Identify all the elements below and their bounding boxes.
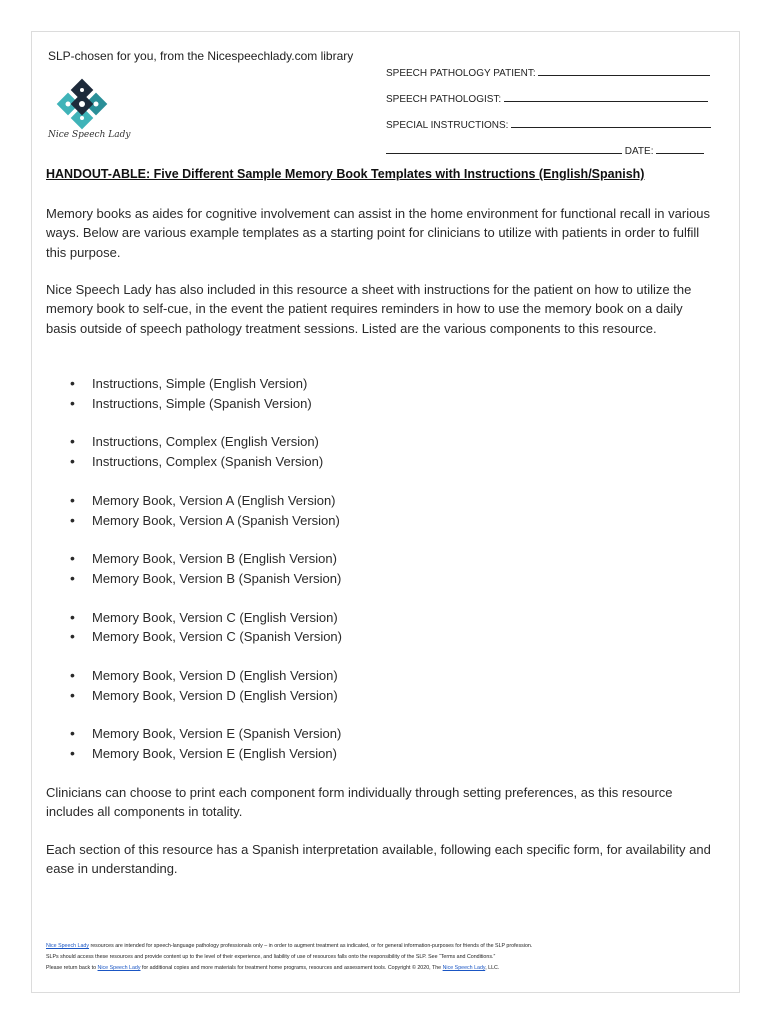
logo-text: Nice Speech Lady xyxy=(48,130,131,140)
date-field xyxy=(386,144,704,157)
footer-text: for additional copies and more materials for treatment home programs, resources and assessment tools. Copyright © 2020, The xyxy=(140,965,443,971)
components-paragraph: Nice Speech Lady has also included in this resource a sheet with instructions for the patient on how to utilize the memory book to self-cue, in the event the patient requires reminders in how to use the memory book on a daily basis outside of speech pathology treatment sessions. Listed are the various components to this resource. xyxy=(46,282,692,336)
footer-line-3 xyxy=(46,963,736,974)
list-item: • Memory Book, Version B (Spanish Version) xyxy=(70,569,342,589)
pathologist-field xyxy=(386,92,708,105)
handout-title: HANDOUT-ABLE: Five Different Sample Memory Book Templates with Instructions (English/Spanish) xyxy=(46,167,645,181)
list-item: • Memory Book, Version C (English Version) xyxy=(70,608,342,628)
list-item: • Memory Book, Version D (English Version) xyxy=(70,666,342,686)
pathologist-label: SPEECH PATHOLOGIST: xyxy=(386,94,502,105)
footer-link[interactable]: Nice Speech Lady xyxy=(97,965,141,971)
list-item: • Instructions, Complex (English Version) xyxy=(70,432,342,452)
footer-text: resources are intended for speech-language pathology professionals only – in order to augment treatment as indicated, or for general information-purposes for friends of the SLP profession. xyxy=(89,943,533,949)
document-page xyxy=(31,31,740,993)
footer-link[interactable]: Nice Speech Lady xyxy=(442,965,486,971)
list-item: • Instructions, Simple (English Version) xyxy=(70,374,342,394)
list-item: • Memory Book, Version B (English Version) xyxy=(70,549,342,569)
print-paragraph: Clinicians can choose to print each component form individually through setting preferences, as this resource includes all components in totality. xyxy=(46,785,673,820)
instructions-line[interactable] xyxy=(511,118,711,128)
list-item: • Memory Book, Version E (English Version) xyxy=(70,744,342,764)
footer-line-1 xyxy=(46,941,736,952)
list-item: • Memory Book, Version D (English Version) xyxy=(70,686,342,706)
patient-line[interactable] xyxy=(538,66,710,76)
list-item: • Memory Book, Version A (English Version) xyxy=(70,491,342,511)
instructions-label: SPECIAL INSTRUCTIONS: xyxy=(386,120,509,131)
list-item: • Memory Book, Version E (Spanish Version) xyxy=(70,724,342,744)
list-item: • Memory Book, Version A (Spanish Version) xyxy=(70,511,342,531)
footer-text: , LLC. xyxy=(485,965,500,971)
date-line[interactable] xyxy=(656,144,704,154)
pathologist-line[interactable] xyxy=(504,92,708,102)
footer-disclaimer xyxy=(46,941,736,974)
patient-field xyxy=(386,66,710,79)
spanish-paragraph: Each section of this resource has a Spanish interpretation available, following each specific form, for availability and ease in understanding. xyxy=(46,842,711,877)
footer-line-2: SLPs should access these resources and provide content up to the level of their experience, and liability of use of resources falls onto the responsibility of the SLP. See “Terms and Conditions.” xyxy=(46,954,496,960)
library-note: SLP-chosen for you, from the Nicespeechlady.com library xyxy=(48,49,354,63)
list-item: • Instructions, Complex (Spanish Version) xyxy=(70,452,342,472)
components-list xyxy=(70,374,342,764)
date-label: DATE: xyxy=(624,146,654,157)
footer-link[interactable]: Nice Speech Lady xyxy=(46,943,89,949)
list-item: • Memory Book, Version C (Spanish Version) xyxy=(70,627,342,647)
footer-text: Please return back to xyxy=(46,965,98,971)
signature-line[interactable] xyxy=(386,144,622,154)
intro-paragraph: Memory books as aides for cognitive involvement can assist in the home environment for functional recall in various ways. Below are various example templates as a starting point for clinicians to utilize with patients in order to fulfill this purpose. xyxy=(46,206,711,260)
instructions-field xyxy=(386,118,711,131)
patient-label: SPEECH PATHOLOGY PATIENT: xyxy=(386,68,536,79)
list-item: • Instructions, Simple (Spanish Version) xyxy=(70,394,342,414)
